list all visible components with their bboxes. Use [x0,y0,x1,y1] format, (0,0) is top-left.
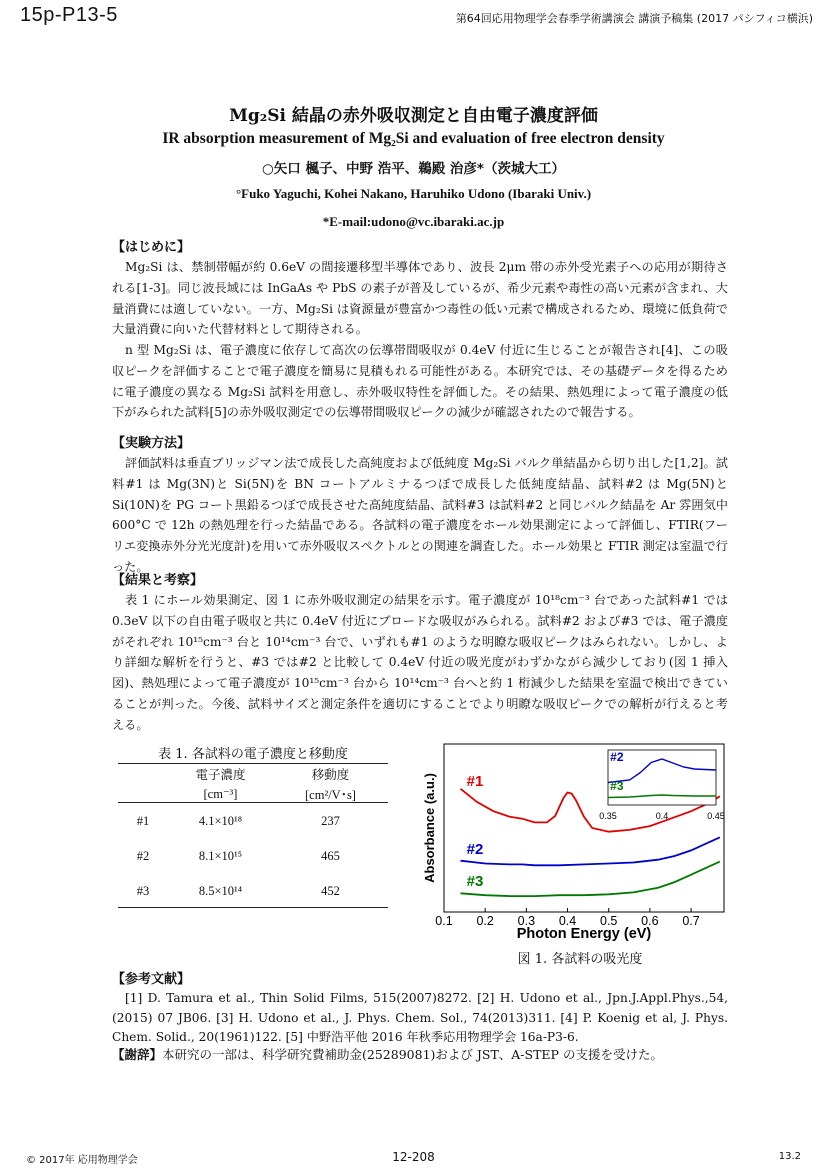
contact-email: *E-mail:udono@vc.ibaraki.ac.jp [322,214,505,229]
x-tick-label: 0.1 [435,914,453,928]
acknowledgement-text: 本研究の一部は、科学研究費補助金(25289081)および JST、A-STEP の支援を受けた。 [162,1047,663,1062]
paper-title-ja: Mg₂Si 結晶の赤外吸収測定と自由電子濃度評価 [229,106,598,126]
references-list: [1] D. Tamura et al., Thin Solid Films, 515(2007)8272. [2] H. Udono et al., Jpn.J.Appl.Phys.,54, (2015) 07 JB06. [3] H. Udono et al., J. Phys. Chem. Sol., 74(2013)311. [4] P. Koenig et al, J. Phys. Chem. Solid., 20(1961)122. [5] 中野浩平他 2016 年秋季応用物理学会 16a-P3-6. [112,991,728,1044]
sample-cell: #1 [136,813,150,828]
density-cell: 8.5×10¹⁴ [198,883,243,898]
method-paragraph: 評価試料は垂直ブリッジマン法で成長した高純度および低純度 Mg₂Si バルク単結晶から切り出した[1,2]。試料#1 は Mg(3N)と Si(5N)を BN コートアルミナるつぼで成長した低純度結晶、試料#2 は Mg(5N)と Si(10N)を PG コート黒鉛るつぼで成長させた高純度結晶、試料#3 は試料#2 と同じバルク結晶を Ar 雰囲気中 600°C で 12h の熱処理を行った結晶である。各試料の電子濃度をホール効果測定によって評価し、FTIR(フーリエ変換赤外分光光度計)を用いて赤外吸収スペクトルとの関連を調査した。ホール効果と FTIR 測定は室温で行った。 [112,456,728,574]
col-mobility-header: 移動度 [311,767,350,782]
table-row [118,839,388,873]
conference-name: 第64回応用物理学会春季学術講演会 講演予稿集 (2017 パシフィコ横浜) [455,12,813,25]
x-tick-label: 0.3 [517,914,536,928]
series-label-3: #3 [466,872,484,890]
col-mobility-unit: [cm²/V･s] [305,787,356,802]
session-code: 15p-P13-5 [20,4,118,26]
mobility-cell: 452 [321,883,340,898]
col-density-header: 電子濃度 [195,767,246,782]
inset-tick-label: 0.4 [655,811,669,821]
results-heading: 【結果と考察】 [112,573,204,588]
acknowledgement-heading: 【謝辞】 [112,1047,163,1062]
intro-heading: 【はじめに】 [112,240,191,255]
intro-paragraph-1: Mg₂Si は、禁制帯幅が約 0.6eV の間接遷移型半導体であり、波長 2μm 帯の赤外受光素子への応用が期待される[1-3]。同じ波長域には InGaAs や PbS の素子が普及しているが、希少元素や毒性の高い元素が含まれ、大量消費には適していない。一方、Mg₂Si は資源量が豊富かつ毒性の低い元素で構成されるため、環境に低負荷で大量消費に向いた代替材料として期待される。 [112,260,728,337]
sample-cell: #3 [136,883,150,898]
x-tick-label: 0.7 [682,914,700,928]
inset-series-label-1: #2 [610,750,624,764]
x-tick-label: 0.4 [558,914,577,928]
series-line-3 [461,862,720,897]
electron-density-table [118,763,388,909]
series-label-1: #1 [466,773,484,790]
col-density-unit: [cm⁻³] [203,786,238,801]
results-paragraph: 表 1 にホール効果測定、図 1 に赤外吸収測定の結果を示す。電子濃度が 10¹⁸cm⁻³ 台であった試料#1 では 0.3eV 以下の自由電子吸収と共に 0.4eV 付近にブロードな吸収がみられる。試料#2 および#3 では、電子濃度がそれぞれ 10¹⁵cm⁻³ 台と 10¹⁴cm⁻³ 台で、いずれも#1 のような明瞭な吸収ピークはみられない。しかし、より詳細な解析を行うと、#3 では#2 と比較して 0.4eV 付近の吸光度がわずかながら減少しており(図 1 挿入図)、熱処理によって電子濃度が 10¹⁵cm⁻³ 台から 10¹⁴cm⁻³ 台へと約 1 桁減少した結果を室温で検出できていることが判った。今後、試料サイズと測定条件を適切にすることでより明瞭な吸収ピークでの解析が行えると考える。 [112,593,728,732]
footer-page-number: 12-208 [392,1150,435,1164]
series-line-2 [461,837,720,865]
authors-en: °Fuko Yaguchi, Kohei Nakano, Haruhiko Udono (Ibaraki Univ.) [235,186,592,201]
series-label-2: #2 [466,841,484,859]
table-row [118,873,388,909]
mobility-cell: 465 [321,848,340,863]
x-tick-label: 0.6 [641,914,659,928]
footer-version: 13.2 [778,1151,801,1162]
intro-paragraph-2: n 型 Mg₂Si は、電子濃度に依存して高次の伝導帯間吸収が 0.4eV 付近に生じることが報告され[4]、この吸収ピークを評価することで電子濃度を簡易に見積もれる可能性がある。本研究では、その基礎データを得るために電子濃度の異なる Mg₂Si 試料を用意し、赤外吸収特性を評価した。その結果、熱処理によって電子濃度の低下がみられた試料[5]の赤外吸収測定での伝導帯間吸収ピークの減少が確認されたので報告する。 [112,343,728,420]
absorbance-chart [420,738,730,946]
acknowledgement [112,1045,728,1063]
x-axis-label: Photon Energy (eV) [516,926,652,942]
method-heading: 【実験方法】 [112,436,191,451]
x-tick-label: 0.5 [600,914,618,928]
authors-ja: ○矢口 楓子、中野 浩平、鵜殿 治彦*（茨城大工） [262,161,565,177]
inset-tick-label: 0.45 [707,811,725,821]
figure-caption: 図 1. 各試料の吸光度 [517,952,643,967]
sample-cell: #2 [136,848,150,863]
references-heading: 【参考文献】 [112,972,191,987]
inset-tick-label: 0.35 [599,811,617,821]
table-caption: 表 1. 各試料の電子濃度と移動度 [158,747,348,762]
table-row [118,803,388,839]
density-cell: 4.1×10¹⁸ [198,813,243,828]
y-axis-label: Absorbance (a.u.) [422,773,437,883]
mobility-cell: 237 [321,813,340,828]
footer-copyright: © 2017年 応用物理学会 [26,1155,138,1166]
x-tick-label: 0.2 [476,914,494,928]
paper-title-en: IR absorption measurement of Mg₂Si and evaluation of free electron density [162,130,665,147]
inset-series-label-2: #3 [610,779,624,793]
density-cell: 8.1×10¹⁵ [198,848,243,863]
